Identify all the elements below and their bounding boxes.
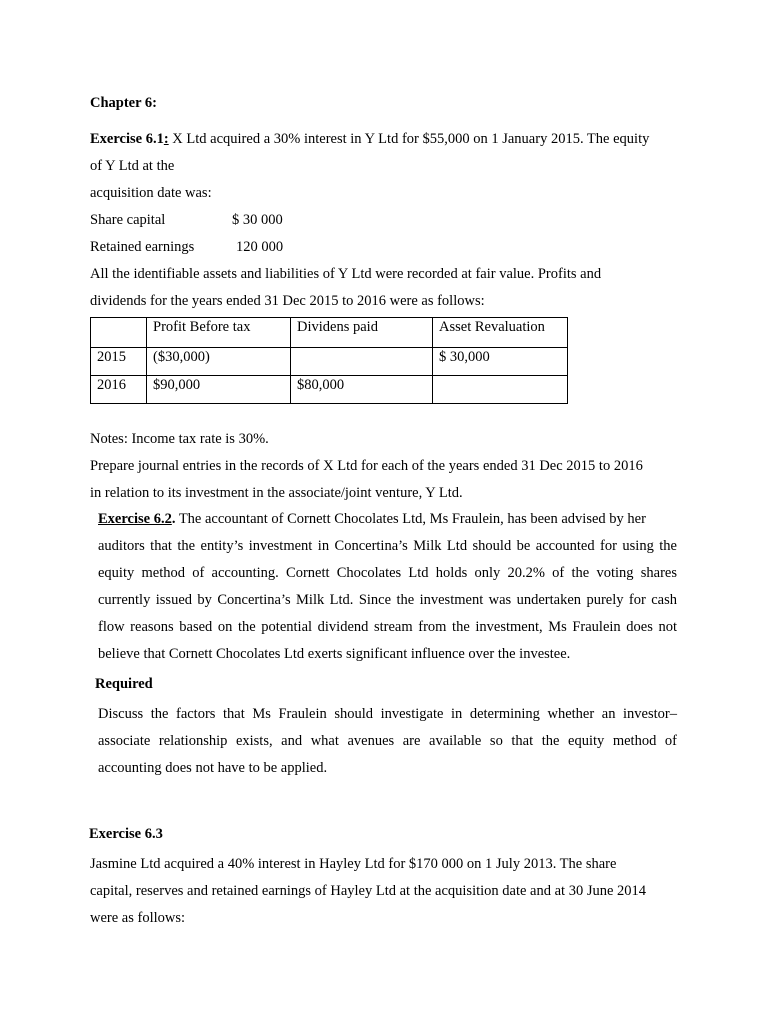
table-cell: $ 30,000 (433, 348, 568, 376)
equity-label-share-capital: Share capital (90, 212, 166, 228)
exercise-6-2-line-1 (98, 510, 646, 528)
table-cell: 2016 (91, 376, 147, 404)
prepare-line-2: in relation to its investment in the associate/joint venture, Y Ltd. (90, 485, 463, 501)
exercise-6-1-para-line-1: All the identifiable assets and liabilities of Y Ltd were recorded at fair value. Profits and (90, 266, 602, 282)
equity-label-retained-earnings: Retained earnings (90, 239, 195, 255)
exercise-6-1-line-2: of Y Ltd at the (90, 158, 175, 174)
required-line-2: associate relationship exists, and what avenues are available so that the equity method of (98, 733, 677, 749)
equity-value-retained-earnings: 120 000 (236, 239, 284, 255)
table-header-cell: Asset Revaluation (433, 318, 568, 348)
table-header-cell (91, 318, 147, 348)
table-cell: ($30,000) (147, 348, 291, 376)
exercise-6-1-colon: : (163, 131, 169, 147)
table-cell: $80,000 (291, 376, 433, 404)
table-cell: 2015 (91, 348, 147, 376)
required-line-3: accounting does not have to be applied. (98, 760, 328, 776)
exercise-6-3-line-1: Jasmine Ltd acquired a 40% interest in Hayley Ltd for $170 000 on 1 July 2013. The share (90, 856, 617, 872)
equity-value-share-capital: $ 30 000 (232, 212, 283, 228)
table-cell (291, 348, 433, 376)
exercise-6-2-line-5: flow reasons based on the potential dividend stream from the investment, Ms Fraulein does not (98, 619, 677, 635)
table-header-row (91, 318, 568, 348)
table-cell: $90,000 (147, 376, 291, 404)
chapter-heading: Chapter 6: (90, 95, 157, 111)
exercise-6-2-line-4: currently issued by Concertina’s Milk Ltd. Since the investment was undertaken purely for cash (98, 592, 677, 608)
prepare-line-1: Prepare journal entries in the records of X Ltd for each of the years ended 31 Dec 2015 to 2016 (90, 458, 643, 474)
notes-text: Notes: Income tax rate is 30%. (90, 431, 269, 447)
table-cell (433, 376, 568, 404)
table-row (91, 348, 568, 376)
table-header-cell: Profit Before tax (147, 318, 291, 348)
table-header-cell: Dividens paid (291, 318, 433, 348)
exercise-6-2-text-1: The accountant of Cornett Chocolates Ltd, Ms Fraulein, has been advised by her (175, 511, 646, 527)
exercise-6-1-line-1 (90, 130, 649, 148)
exercise-6-3-heading: Exercise 6.3 (89, 826, 163, 842)
exercise-6-2-line-6: believe that Cornett Chocolates Ltd exerts significant influence over the investee. (98, 646, 571, 662)
required-heading: Required (95, 676, 153, 692)
exercise-6-1-para-line-2: dividends for the years ended 31 Dec 2015 to 2016 were as follows: (90, 293, 485, 309)
exercise-6-3-line-3: were as follows: (90, 910, 186, 926)
exercise-6-2-label: Exercise 6.2 (98, 511, 172, 527)
exercise-6-1-text-1: X Ltd acquired a 30% interest in Y Ltd for $55,000 on 1 January 2015. The equity (168, 131, 650, 147)
exercise-6-2-line-2: auditors that the entity’s investment in Concertina’s Milk Ltd should be accounted for using the (98, 538, 677, 554)
exercise-6-3-line-2: capital, reserves and retained earnings of Hayley Ltd at the acquisition date and at 30 June 2014 (90, 883, 647, 899)
exercise-6-2-line-3: equity method of accounting. Cornett Chocolates Ltd holds only 20.2% of the voting shares (98, 565, 677, 581)
required-line-1: Discuss the factors that Ms Fraulein should investigate in determining whether an investor– (98, 706, 677, 722)
exercise-6-1-label: Exercise 6.1 (90, 131, 164, 147)
table-row (91, 376, 568, 404)
exercise-6-2-period: . (171, 511, 176, 527)
profits-dividends-table (90, 317, 568, 404)
exercise-6-1-line-3: acquisition date was: (90, 185, 212, 201)
